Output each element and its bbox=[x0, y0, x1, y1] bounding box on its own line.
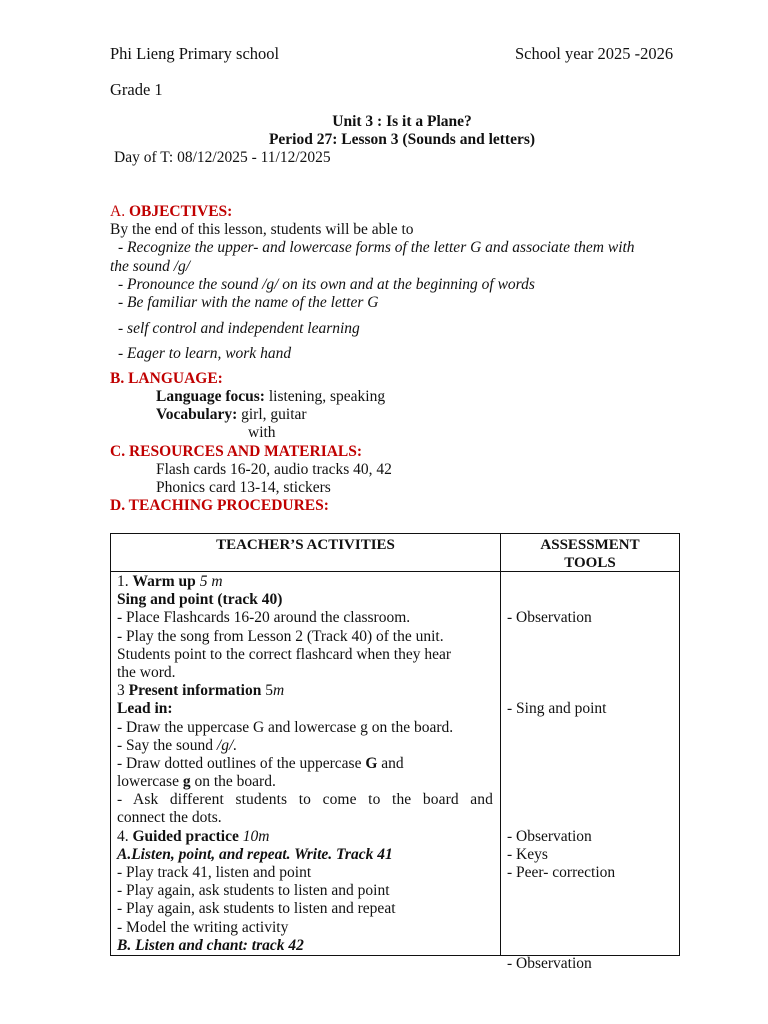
warmup-line bbox=[117, 573, 493, 591]
col-header-activities: TEACHER’S ACTIVITIES bbox=[216, 537, 395, 553]
spacer bbox=[507, 664, 677, 682]
lead-3b: G bbox=[365, 754, 378, 772]
spacer bbox=[507, 791, 677, 809]
resource-item: Phonics card 13-14, stickers bbox=[156, 479, 331, 496]
activity-b-heading: B. Listen and chant: track 42 bbox=[117, 936, 304, 954]
spacer bbox=[507, 719, 677, 737]
objectives-intro: By the end of this lesson, students will be able to bbox=[110, 221, 414, 238]
assessment-tool: - Keys bbox=[507, 845, 548, 863]
lead-4b: g bbox=[182, 773, 191, 791]
col-header-assessment-line2: TOOLS bbox=[564, 555, 616, 571]
assessment-tool: - Peer- correction bbox=[507, 864, 616, 881]
present-unit: m bbox=[272, 682, 285, 700]
language-heading: B. LANGUAGE: bbox=[110, 370, 223, 387]
spacer bbox=[507, 900, 677, 918]
spacer bbox=[507, 628, 677, 646]
school-name: Phi Lieng Primary school bbox=[110, 44, 280, 63]
warmup-num: 1. bbox=[117, 573, 133, 590]
guided-time: 10m bbox=[238, 827, 270, 845]
present-time: 5 bbox=[261, 682, 273, 700]
assessment-tool: - Observation bbox=[507, 609, 592, 627]
lead-2a: - Say the sound bbox=[117, 736, 217, 754]
objectives-title: OBJECTIVES: bbox=[128, 203, 233, 220]
spacer bbox=[507, 882, 677, 900]
activities-column bbox=[117, 573, 493, 955]
objectives-heading bbox=[110, 203, 232, 221]
resources-heading: C. RESOURCES AND MATERIALS: bbox=[110, 443, 363, 460]
activity-line: - Play again, ask students to listen and repeat bbox=[117, 900, 396, 918]
activity-a-heading: A.Listen, point, and repeat. Write. Track 41 bbox=[117, 845, 393, 863]
spacer bbox=[507, 919, 677, 937]
assessment-tool: - Sing and point bbox=[507, 700, 607, 718]
procedures-heading: D. TEACHING PROCEDURES: bbox=[110, 497, 329, 514]
warmup-label: Warm up bbox=[132, 573, 196, 590]
col-header-assessment-line1: ASSESSMENT bbox=[540, 537, 640, 553]
grade: Grade 1 bbox=[110, 80, 163, 99]
col-header-assessment bbox=[501, 536, 679, 572]
warmup-time: 5 m bbox=[195, 573, 223, 590]
objective-item: - Pronounce the sound /g/ on its own and at the beginning of words bbox=[118, 276, 535, 293]
activity-line bbox=[117, 773, 493, 791]
lead-4a: lowercase bbox=[117, 773, 183, 791]
activity-line: - Play again, ask students to listen and point bbox=[117, 882, 390, 900]
activity-line: - Play track 41, listen and point bbox=[117, 864, 312, 881]
language-focus-value: listening, speaking bbox=[264, 388, 386, 405]
assessment-tool: - Observation bbox=[507, 954, 592, 972]
guided-num: 4. bbox=[117, 827, 133, 845]
lead-3a: - Draw dotted outlines of the uppercase bbox=[117, 754, 366, 772]
spacer bbox=[507, 937, 677, 955]
lead-4c: on the board. bbox=[190, 773, 276, 791]
sing-point-heading: Sing and point (track 40) bbox=[117, 591, 283, 609]
activity-line: - Play the song from Lesson 2 (Track 40) of the unit. bbox=[117, 627, 444, 645]
spacer bbox=[507, 773, 677, 791]
language-focus-label: Language focus: bbox=[156, 388, 265, 405]
vocabulary bbox=[156, 406, 307, 424]
period-title: Period 27: Lesson 3 (Sounds and letters) bbox=[268, 131, 536, 148]
activity-line: - Ask different students to come to the board and bbox=[117, 791, 493, 809]
activity-line bbox=[117, 737, 493, 755]
procedures-table bbox=[110, 533, 680, 972]
unit-title: Unit 3 : Is it a Plane? bbox=[332, 113, 472, 130]
assessment-column bbox=[507, 573, 677, 973]
present-label: Present information bbox=[128, 682, 262, 700]
guided-label: Guided practice bbox=[132, 827, 239, 845]
resource-item: Flash cards 16-20, audio tracks 40, 42 bbox=[156, 461, 392, 478]
activity-line: Students point to the correct flashcard when they hear bbox=[117, 645, 451, 663]
objective-item: - Recognize the upper- and lowercase forms of the letter G and associate them with bbox=[118, 239, 635, 256]
objective-item: - Eager to learn, work hand bbox=[118, 345, 292, 362]
vocabulary-extra: with bbox=[248, 424, 276, 441]
spacer bbox=[507, 755, 677, 773]
vocabulary-value: girl, guitar bbox=[237, 406, 307, 423]
spacer bbox=[507, 591, 677, 609]
lead-2b: /g/. bbox=[216, 736, 238, 754]
spacer bbox=[507, 682, 677, 700]
vocabulary-label: Vocabulary: bbox=[156, 406, 238, 423]
spacer bbox=[507, 737, 677, 755]
column-divider bbox=[500, 534, 501, 955]
assessment-tool: - Observation bbox=[507, 827, 592, 845]
language-focus bbox=[156, 388, 385, 406]
spacer bbox=[507, 646, 677, 664]
activity-line: - Model the writing activity bbox=[117, 918, 289, 936]
activity-line: - Draw the uppercase G and lowercase g on the board. bbox=[117, 718, 454, 736]
school-year: School year 2025 -2026 bbox=[515, 44, 674, 63]
day-of-teaching: Day of T: 08/12/2025 - 11/12/2025 bbox=[114, 149, 331, 166]
present-line bbox=[117, 682, 493, 700]
activity-line bbox=[117, 755, 493, 773]
present-num: 3 bbox=[117, 682, 129, 700]
objective-item: - Be familiar with the name of the letter G bbox=[118, 294, 379, 311]
objectives-prefix: A. bbox=[110, 203, 129, 220]
spacer bbox=[507, 809, 677, 827]
objective-item: - self control and independent learning bbox=[118, 320, 360, 337]
activity-line: the word. bbox=[117, 663, 176, 681]
lead-3c: and bbox=[377, 754, 404, 772]
spacer bbox=[507, 573, 677, 591]
lead-in-heading: Lead in: bbox=[117, 700, 173, 718]
objective-item: the sound /g/ bbox=[110, 258, 191, 275]
guided-line bbox=[117, 828, 493, 846]
activity-line: connect the dots. bbox=[117, 809, 222, 827]
activity-line: - Place Flashcards 16-20 around the classroom. bbox=[117, 609, 411, 627]
